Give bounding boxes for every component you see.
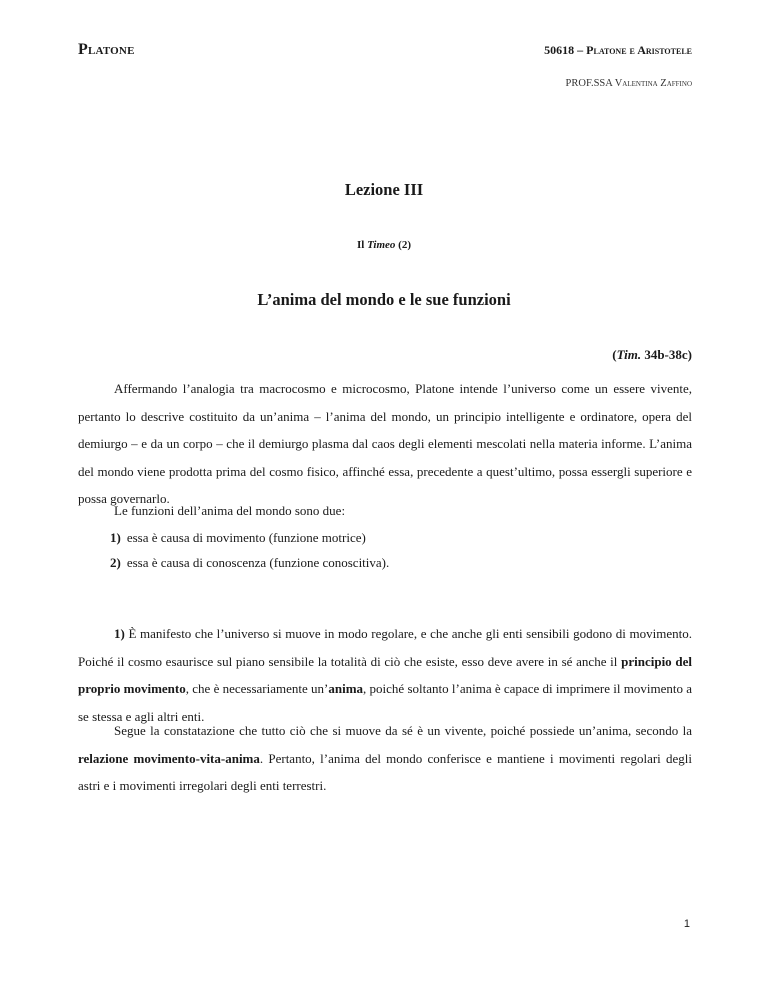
- lesson-topic: L’anima del mondo e le sue funzioni: [257, 290, 511, 309]
- ref-work: Tim.: [616, 347, 642, 362]
- ref-range: 34b-38c): [641, 347, 692, 362]
- text-run: Segue la constatazione che tutto ciò che si muove da sé è un vivente, poiché possiede un’anima, secondo la: [114, 723, 692, 738]
- bold-term: anima: [328, 681, 364, 696]
- page-number: 1: [683, 918, 690, 930]
- lesson-subtitle: [0, 239, 768, 251]
- bold-term: principio del proprio movimento: [78, 653, 692, 696]
- paragraph-functions: Le funzioni dell’anima del mondo sono due:: [114, 503, 346, 518]
- paragraph-movement: [78, 620, 692, 730]
- text-run: . Pertanto, l’anima del mondo conferisce e mantiene i movimenti regolari degli astri e i movimenti irregolari degli enti terrestri.: [78, 750, 692, 793]
- list-item-number: 1): [110, 530, 121, 545]
- subtitle-work: Timeo: [367, 239, 396, 251]
- list-item-text: essa è causa di movimento (funzione motrice): [126, 530, 366, 545]
- header-course-code: 50618 – Platone e Aristotele: [544, 43, 692, 57]
- list-item: [110, 551, 389, 575]
- paragraph-number: 1): [114, 626, 125, 641]
- subtitle-post: (2): [395, 239, 411, 251]
- header-course-title: Platone: [78, 41, 135, 58]
- lesson-title: Lezione III: [344, 180, 424, 199]
- text-run: , poiché soltanto l’anima è capace di imprimere il movimento a se stessa e agli altri enti.: [78, 681, 693, 724]
- list-item-number: 2): [110, 555, 121, 570]
- header-professor: PROF.SSA Valentina Zaffino: [565, 78, 692, 89]
- bold-term: relazione movimento-vita-anima: [78, 750, 260, 766]
- list-item: [110, 526, 366, 550]
- text-run: È manifesto che l’universo si muove in modo regolare, e che anche gli enti sensibili godono di movimento. Poiché il cosmo esaurisce sul piano sensibile la totalità di ciò che esiste, esso deve avere in sé anche il: [78, 626, 692, 669]
- paragraph-relation: [78, 717, 692, 800]
- text-run: , che è necessariamente un’: [185, 681, 329, 696]
- list-item-text: essa è causa di conoscenza (funzione conoscitiva).: [126, 555, 390, 570]
- subtitle-pre: Il: [357, 239, 368, 251]
- text-reference: [612, 347, 692, 363]
- ref-open: (: [612, 347, 617, 362]
- paragraph-intro: Affermando l’analogia tra macrocosmo e microcosmo, Platone intende l’universo come un essere vivente, pertanto lo descrive costituito da un’anima – l’anima del mondo, un principio intelligente e ordinatore, opera del demiurgo – e da un corpo – che il demiurgo plasma dal caos degli elementi mescolati nella materia informe. L’anima del mondo viene prodotta prima del cosmo fisico, affinché essa, precedente a quest’ultimo, possa essergli superiore e possa governarlo.: [78, 381, 692, 506]
